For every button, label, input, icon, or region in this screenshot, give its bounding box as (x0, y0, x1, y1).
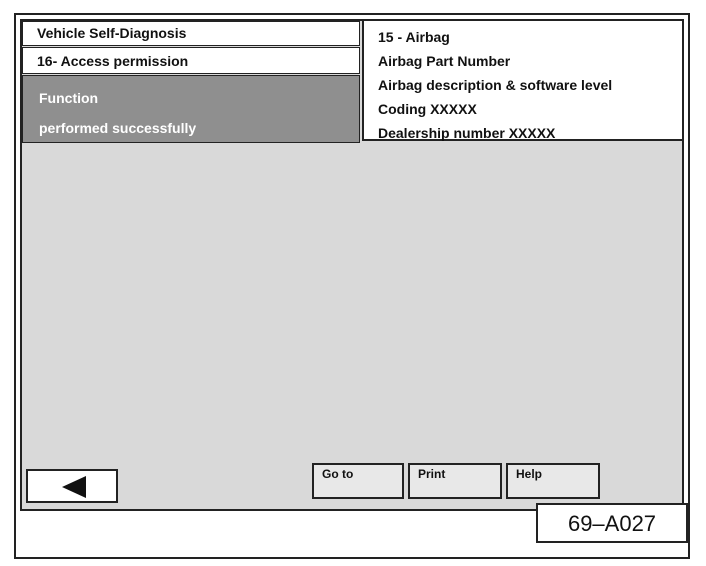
module-info-panel (362, 21, 682, 141)
part-number: Airbag Part Number (378, 53, 511, 69)
back-button[interactable] (26, 469, 118, 503)
function-title: 16- Access permission (22, 47, 360, 74)
left-header-panel (22, 21, 362, 143)
figure-id-label: 69–A027 (536, 503, 688, 543)
diagnosis-screen (20, 19, 684, 511)
print-button[interactable]: Print (408, 463, 502, 499)
app-title: Vehicle Self-Diagnosis (22, 21, 360, 46)
tester-display-frame (14, 13, 690, 559)
status-line-2: performed successfully (39, 120, 197, 136)
dealership-number: Dealership number XXXXX (378, 125, 556, 141)
status-line-1: Function (39, 90, 99, 106)
status-message-box (22, 75, 360, 143)
help-button[interactable]: Help (506, 463, 600, 499)
software-level: Airbag description & software level (378, 77, 613, 93)
coding-value: Coding XXXXX (378, 101, 477, 117)
left-arrow-icon (62, 476, 86, 498)
goto-button[interactable]: Go to (312, 463, 404, 499)
module-address: 15 - Airbag (378, 29, 450, 45)
